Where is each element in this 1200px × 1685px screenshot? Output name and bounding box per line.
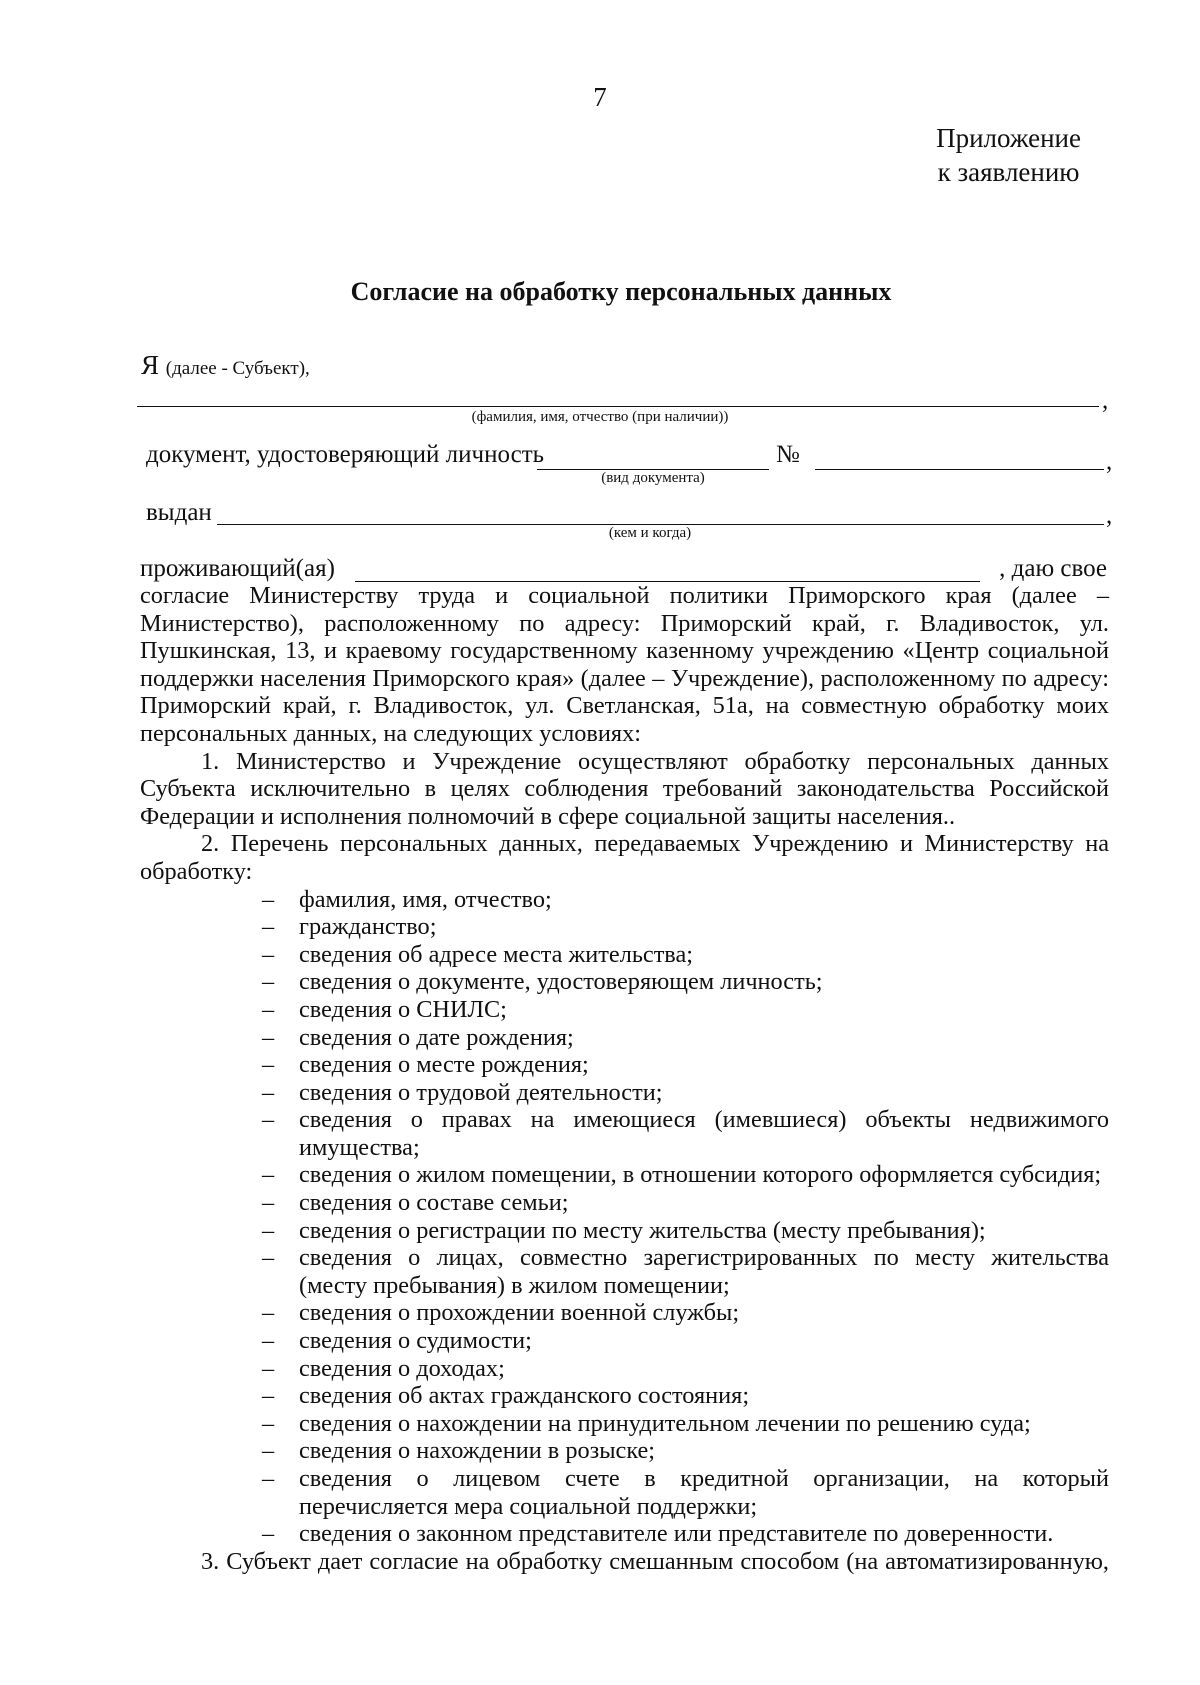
list-item: – сведения о месте рождения; bbox=[299, 1051, 1109, 1079]
page-number: 7 bbox=[593, 82, 607, 112]
paragraph-1: 1. Министерство и Учреждение осуществляют обработку персональных данных Субъекта исключительно в целях соблюдения требований законодательства Российской Федерации и исполнения полномочий в сфере социальной защиты населения.. bbox=[140, 747, 1109, 830]
fio-comma: , bbox=[1102, 387, 1109, 414]
intro-paragraph: согласие Министерству труда и социальной политики Приморского края (далее – Министерство), расположенному по адресу: Приморский край, г. Владивосток, ул. Пушкинская, 13, и краевому государственному казенному учреждению «Центр социальной поддержки населения Приморского края» (далее – Учреждение), расположенному по адресу: Приморский край, г. Владивосток, ул. Светланская, 51а, на совместную обработку моих персональных данных, на следующих условиях: bbox=[140, 582, 1109, 747]
issued-comma: , bbox=[1106, 502, 1113, 529]
list-item: – сведения о судимости; bbox=[299, 1327, 1109, 1355]
list-item: – сведения о нахождении в розыске; bbox=[299, 1437, 1109, 1465]
fio-input-line[interactable] bbox=[137, 406, 1099, 407]
list-item: – сведения о прохождении военной службы; bbox=[299, 1299, 1109, 1327]
list-item: – сведения о жилом помещении, в отношении которого оформляется субсидия; bbox=[299, 1161, 1109, 1189]
doc-number-input-line[interactable] bbox=[815, 469, 1104, 470]
appendix-label bbox=[936, 121, 1081, 189]
consent-tail: , даю свое bbox=[999, 555, 1107, 582]
list-item: – сведения о правах на имеющиеся (имевшиеся) объекты недвижимого имущества; bbox=[299, 1106, 1109, 1161]
list-item: – сведения о нахождении на принудительном лечении по решению суда; bbox=[299, 1410, 1109, 1438]
list-item: – фамилия, имя, отчество; bbox=[299, 886, 1109, 914]
list-item: – сведения о лицевом счете в кредитной организации, на который перечисляется мера социальной поддержки; bbox=[299, 1465, 1109, 1520]
document-title: Согласие на обработку персональных данных bbox=[350, 277, 892, 306]
list-item: – сведения о регистрации по месту жительства (месту пребывания); bbox=[299, 1217, 1109, 1245]
personal-data-list bbox=[140, 886, 1109, 1548]
list-item: – сведения о составе семьи; bbox=[299, 1189, 1109, 1217]
list-item: – гражданство; bbox=[299, 913, 1109, 941]
list-item: – сведения о законном представителе или представителе по доверенности. bbox=[299, 1520, 1109, 1548]
issued-label: выдан bbox=[146, 499, 212, 526]
fio-hint: (фамилия, имя, отчество (при наличии)) bbox=[471, 409, 729, 425]
list-item: – сведения о дате рождения; bbox=[299, 1024, 1109, 1052]
appendix-line-2: к заявлению bbox=[937, 157, 1080, 187]
list-item: – сведения о доходах; bbox=[299, 1355, 1109, 1383]
list-item: – сведения о СНИЛС; bbox=[299, 996, 1109, 1024]
consent-body bbox=[140, 582, 1109, 1575]
paragraph-3: 3. Субъект дает согласие на обработку смешанным способом (на автоматизированную, bbox=[201, 1547, 1109, 1575]
appendix-line-1: Приложение bbox=[936, 123, 1081, 153]
subject-ya: Я bbox=[141, 350, 160, 380]
list-item: – сведения об адресе места жительства; bbox=[299, 941, 1109, 969]
id-document-label: документ, удостоверяющий личность bbox=[146, 441, 545, 468]
doc-number-comma: , bbox=[1106, 448, 1113, 475]
number-label: № bbox=[776, 441, 800, 468]
subject-intro bbox=[141, 350, 310, 381]
paragraph-2: 2. Перечень персональных данных, передаваемых Учреждению и Министерству на обработку: bbox=[140, 830, 1109, 885]
list-item: – сведения о трудовой деятельности; bbox=[299, 1079, 1109, 1107]
list-item: – сведения о лицах, совместно зарегистрированных по месту жительства (месту пребывания) в жилом помещении; bbox=[299, 1244, 1109, 1299]
doc-type-hint: (вид документа) bbox=[601, 470, 705, 486]
subject-note: (далее - Субъект), bbox=[165, 358, 310, 379]
list-item: – сведения об актах гражданского состояния; bbox=[299, 1382, 1109, 1410]
issued-hint: (кем и когда) bbox=[608, 525, 692, 541]
residing-label: проживающий(ая) bbox=[140, 555, 335, 582]
list-item: – сведения о документе, удостоверяющем личность; bbox=[299, 968, 1109, 996]
